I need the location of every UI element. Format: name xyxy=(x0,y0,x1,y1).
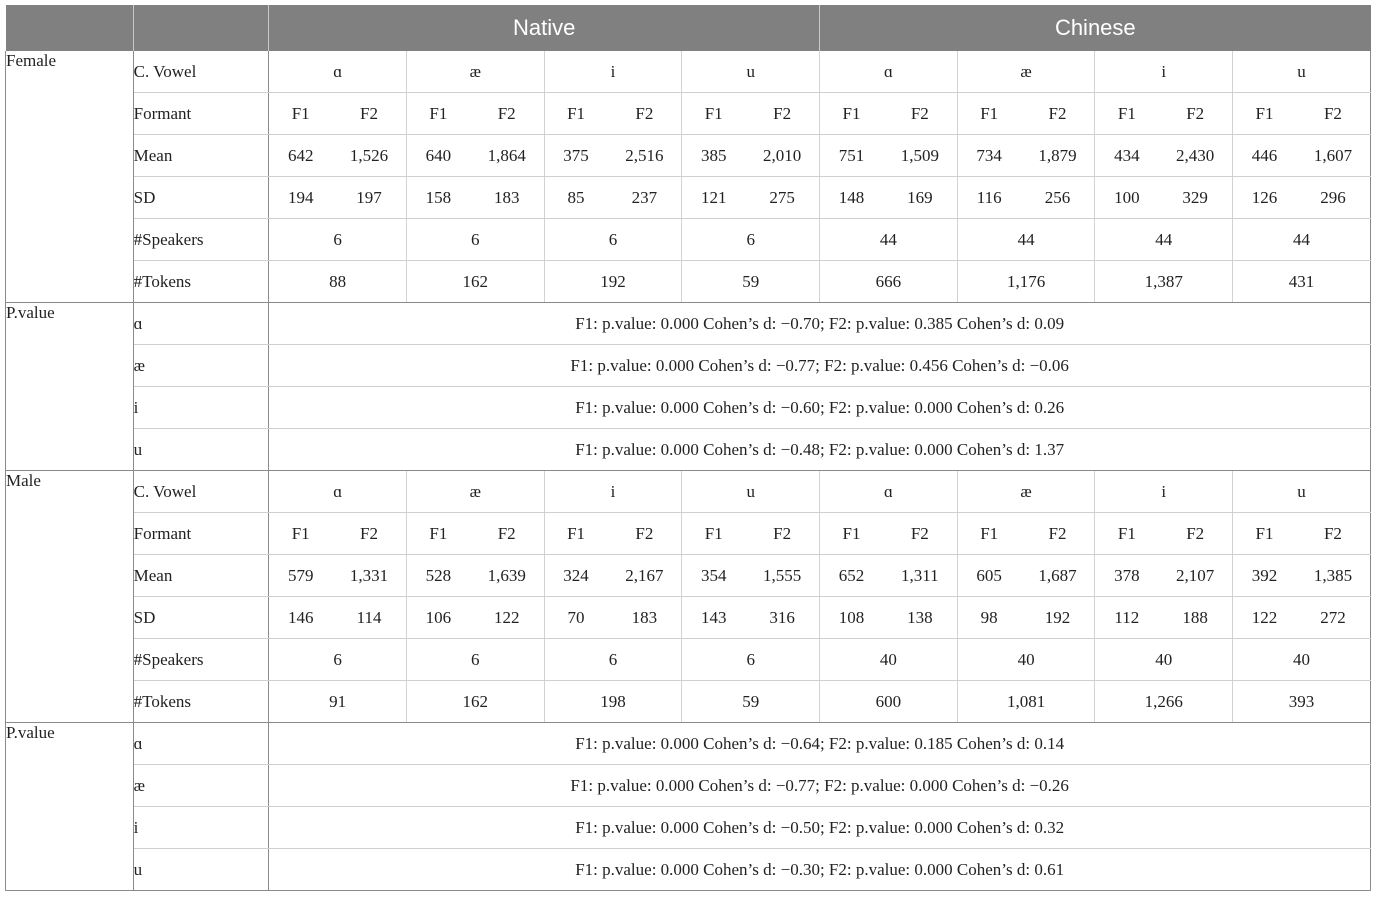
pvalue-vowel: i xyxy=(133,387,269,429)
table-row xyxy=(6,261,1371,303)
pvalue-stats: F1: p.value: 0.000 Cohen’s d: −0.64; F2: p.value: 0.185 Cohen’s d: 0.14 xyxy=(269,723,1371,765)
chinese-vowel-cell: i xyxy=(1095,51,1233,93)
chinese-mean-cell: 2,107 xyxy=(1158,555,1232,597)
group-label: Male xyxy=(6,471,134,723)
chinese-sd-cell: 108 xyxy=(820,597,883,639)
native-sd-cell: 183 xyxy=(607,597,681,639)
pvalue-vowel: u xyxy=(133,849,269,891)
native-mean-cell: 375 xyxy=(544,135,607,177)
row-label-sd: SD xyxy=(133,177,269,219)
table-row xyxy=(6,681,1371,723)
native-mean-cell: 2,010 xyxy=(745,135,819,177)
native-tokens-cell: 192 xyxy=(544,261,682,303)
chinese-formant-cell: F1 xyxy=(1095,513,1158,555)
header-corner xyxy=(6,5,134,51)
row-label-speakers: #Speakers xyxy=(133,219,269,261)
pvalue-stats: F1: p.value: 0.000 Cohen’s d: −0.77; F2: p.value: 0.456 Cohen’s d: −0.06 xyxy=(269,345,1371,387)
native-tokens-cell: 59 xyxy=(682,681,820,723)
native-formant-cell: F2 xyxy=(607,93,681,135)
chinese-mean-cell: 1,879 xyxy=(1021,135,1095,177)
chinese-sd-cell: 272 xyxy=(1296,597,1371,639)
row-label-formant: Formant xyxy=(133,93,269,135)
chinese-formant-cell: F2 xyxy=(883,93,957,135)
native-sd-cell: 85 xyxy=(544,177,607,219)
chinese-mean-cell: 1,311 xyxy=(883,555,957,597)
native-formant-cell: F1 xyxy=(406,513,469,555)
chinese-mean-cell: 652 xyxy=(820,555,883,597)
pvalue-vowel: æ xyxy=(133,345,269,387)
chinese-speakers-cell: 44 xyxy=(1233,219,1371,261)
native-mean-cell: 528 xyxy=(406,555,469,597)
chinese-speakers-cell: 40 xyxy=(1233,639,1371,681)
native-formant-cell: F1 xyxy=(544,93,607,135)
native-mean-cell: 2,516 xyxy=(607,135,681,177)
native-mean-cell: 354 xyxy=(682,555,745,597)
pvalue-stats: F1: p.value: 0.000 Cohen’s d: −0.50; F2: p.value: 0.000 Cohen’s d: 0.32 xyxy=(269,807,1371,849)
chinese-formant-cell: F1 xyxy=(820,513,883,555)
native-sd-cell: 106 xyxy=(406,597,469,639)
chinese-formant-cell: F2 xyxy=(1296,93,1371,135)
chinese-formant-cell: F2 xyxy=(1021,513,1095,555)
chinese-vowel-cell: æ xyxy=(957,471,1095,513)
native-sd-cell: 146 xyxy=(269,597,332,639)
native-vowel-cell: æ xyxy=(406,51,544,93)
chinese-formant-cell: F2 xyxy=(883,513,957,555)
table-row xyxy=(6,555,1371,597)
row-label-formant: Formant xyxy=(133,513,269,555)
native-speakers-cell: 6 xyxy=(269,219,407,261)
native-sd-cell: 194 xyxy=(269,177,332,219)
chinese-sd-cell: 100 xyxy=(1095,177,1158,219)
chinese-tokens-cell: 666 xyxy=(820,261,958,303)
native-formant-cell: F1 xyxy=(682,513,745,555)
chinese-sd-cell: 188 xyxy=(1158,597,1232,639)
native-formant-cell: F1 xyxy=(269,513,332,555)
chinese-sd-cell: 116 xyxy=(957,177,1020,219)
chinese-mean-cell: 434 xyxy=(1095,135,1158,177)
chinese-mean-cell: 605 xyxy=(957,555,1020,597)
pvalue-label: P.value xyxy=(6,723,134,891)
chinese-vowel-cell: u xyxy=(1233,51,1371,93)
header-blank xyxy=(133,5,269,51)
table-row xyxy=(6,345,1371,387)
chinese-sd-cell: 122 xyxy=(1233,597,1296,639)
vowel-formant-table xyxy=(5,5,1371,891)
native-mean-cell: 1,864 xyxy=(470,135,544,177)
row-label-tokens: #Tokens xyxy=(133,261,269,303)
native-tokens-cell: 91 xyxy=(269,681,407,723)
chinese-mean-cell: 392 xyxy=(1233,555,1296,597)
table-row xyxy=(6,303,1371,345)
chinese-sd-cell: 192 xyxy=(1021,597,1095,639)
row-label-sd: SD xyxy=(133,597,269,639)
chinese-speakers-cell: 44 xyxy=(1095,219,1233,261)
header-row xyxy=(6,5,1371,51)
native-vowel-cell: i xyxy=(544,51,682,93)
native-sd-cell: 70 xyxy=(544,597,607,639)
native-tokens-cell: 88 xyxy=(269,261,407,303)
native-vowel-cell: u xyxy=(682,51,820,93)
table-row xyxy=(6,219,1371,261)
native-tokens-cell: 162 xyxy=(406,261,544,303)
pvalue-label: P.value xyxy=(6,303,134,471)
chinese-speakers-cell: 44 xyxy=(957,219,1095,261)
native-mean-cell: 1,555 xyxy=(745,555,819,597)
native-sd-cell: 114 xyxy=(332,597,406,639)
chinese-formant-cell: F1 xyxy=(957,513,1020,555)
native-sd-cell: 316 xyxy=(745,597,819,639)
table-row xyxy=(6,639,1371,681)
chinese-mean-cell: 1,607 xyxy=(1296,135,1371,177)
chinese-sd-cell: 148 xyxy=(820,177,883,219)
chinese-tokens-cell: 1,387 xyxy=(1095,261,1233,303)
chinese-mean-cell: 1,687 xyxy=(1021,555,1095,597)
native-tokens-cell: 59 xyxy=(682,261,820,303)
native-tokens-cell: 162 xyxy=(406,681,544,723)
chinese-sd-cell: 296 xyxy=(1296,177,1371,219)
table-row xyxy=(6,177,1371,219)
header-chinese: Chinese xyxy=(820,5,1371,51)
pvalue-stats: F1: p.value: 0.000 Cohen’s d: −0.60; F2: p.value: 0.000 Cohen’s d: 0.26 xyxy=(269,387,1371,429)
chinese-sd-cell: 138 xyxy=(883,597,957,639)
chinese-tokens-cell: 431 xyxy=(1233,261,1371,303)
native-mean-cell: 1,526 xyxy=(332,135,406,177)
chinese-formant-cell: F2 xyxy=(1158,513,1232,555)
chinese-formant-cell: F2 xyxy=(1021,93,1095,135)
table-body xyxy=(6,51,1371,891)
native-formant-cell: F2 xyxy=(332,93,406,135)
pvalue-vowel: æ xyxy=(133,765,269,807)
chinese-formant-cell: F1 xyxy=(957,93,1020,135)
chinese-sd-cell: 112 xyxy=(1095,597,1158,639)
chinese-formant-cell: F1 xyxy=(820,93,883,135)
pvalue-stats: F1: p.value: 0.000 Cohen’s d: −0.48; F2: p.value: 0.000 Cohen’s d: 1.37 xyxy=(269,429,1371,471)
native-formant-cell: F1 xyxy=(544,513,607,555)
native-speakers-cell: 6 xyxy=(406,639,544,681)
native-sd-cell: 183 xyxy=(470,177,544,219)
table-row xyxy=(6,471,1371,513)
table-row xyxy=(6,807,1371,849)
native-formant-cell: F2 xyxy=(607,513,681,555)
chinese-vowel-cell: i xyxy=(1095,471,1233,513)
row-label-mean: Mean xyxy=(133,135,269,177)
chinese-vowel-cell: u xyxy=(1233,471,1371,513)
chinese-sd-cell: 329 xyxy=(1158,177,1232,219)
chinese-tokens-cell: 1,081 xyxy=(957,681,1095,723)
pvalue-vowel: ɑ xyxy=(133,303,269,345)
table-row xyxy=(6,93,1371,135)
native-mean-cell: 579 xyxy=(269,555,332,597)
chinese-tokens-cell: 1,266 xyxy=(1095,681,1233,723)
pvalue-stats: F1: p.value: 0.000 Cohen’s d: −0.77; F2: p.value: 0.000 Cohen’s d: −0.26 xyxy=(269,765,1371,807)
native-mean-cell: 1,639 xyxy=(470,555,544,597)
native-mean-cell: 1,331 xyxy=(332,555,406,597)
native-mean-cell: 640 xyxy=(406,135,469,177)
chinese-vowel-cell: ɑ xyxy=(820,51,958,93)
chinese-formant-cell: F1 xyxy=(1233,93,1296,135)
row-label-vowel: C. Vowel xyxy=(133,471,269,513)
table-row xyxy=(6,597,1371,639)
chinese-sd-cell: 169 xyxy=(883,177,957,219)
group-label: Female xyxy=(6,51,134,303)
chinese-mean-cell: 1,509 xyxy=(883,135,957,177)
chinese-speakers-cell: 40 xyxy=(820,639,958,681)
pvalue-vowel: u xyxy=(133,429,269,471)
native-speakers-cell: 6 xyxy=(406,219,544,261)
chinese-tokens-cell: 393 xyxy=(1233,681,1371,723)
chinese-speakers-cell: 40 xyxy=(1095,639,1233,681)
header-native: Native xyxy=(269,5,820,51)
native-mean-cell: 642 xyxy=(269,135,332,177)
native-mean-cell: 2,167 xyxy=(607,555,681,597)
native-sd-cell: 143 xyxy=(682,597,745,639)
row-label-tokens: #Tokens xyxy=(133,681,269,723)
chinese-vowel-cell: æ xyxy=(957,51,1095,93)
native-sd-cell: 158 xyxy=(406,177,469,219)
chinese-speakers-cell: 44 xyxy=(820,219,958,261)
chinese-sd-cell: 98 xyxy=(957,597,1020,639)
chinese-tokens-cell: 1,176 xyxy=(957,261,1095,303)
chinese-tokens-cell: 600 xyxy=(820,681,958,723)
pvalue-stats: F1: p.value: 0.000 Cohen’s d: −0.30; F2: p.value: 0.000 Cohen’s d: 0.61 xyxy=(269,849,1371,891)
pvalue-stats: F1: p.value: 0.000 Cohen’s d: −0.70; F2: p.value: 0.385 Cohen’s d: 0.09 xyxy=(269,303,1371,345)
chinese-formant-cell: F2 xyxy=(1158,93,1232,135)
native-vowel-cell: ɑ xyxy=(269,51,407,93)
native-formant-cell: F2 xyxy=(745,513,819,555)
native-sd-cell: 237 xyxy=(607,177,681,219)
chinese-mean-cell: 734 xyxy=(957,135,1020,177)
table-row xyxy=(6,849,1371,891)
table-row xyxy=(6,51,1371,93)
native-formant-cell: F1 xyxy=(406,93,469,135)
pvalue-vowel: ɑ xyxy=(133,723,269,765)
native-vowel-cell: u xyxy=(682,471,820,513)
native-speakers-cell: 6 xyxy=(544,219,682,261)
chinese-speakers-cell: 40 xyxy=(957,639,1095,681)
native-sd-cell: 275 xyxy=(745,177,819,219)
table-row xyxy=(6,135,1371,177)
chinese-mean-cell: 2,430 xyxy=(1158,135,1232,177)
chinese-sd-cell: 256 xyxy=(1021,177,1095,219)
chinese-mean-cell: 1,385 xyxy=(1296,555,1371,597)
native-speakers-cell: 6 xyxy=(544,639,682,681)
native-sd-cell: 197 xyxy=(332,177,406,219)
chinese-formant-cell: F2 xyxy=(1296,513,1371,555)
row-label-speakers: #Speakers xyxy=(133,639,269,681)
table-row xyxy=(6,723,1371,765)
chinese-formant-cell: F1 xyxy=(1233,513,1296,555)
table-row xyxy=(6,765,1371,807)
native-tokens-cell: 198 xyxy=(544,681,682,723)
native-vowel-cell: i xyxy=(544,471,682,513)
native-mean-cell: 324 xyxy=(544,555,607,597)
native-sd-cell: 121 xyxy=(682,177,745,219)
table-row xyxy=(6,513,1371,555)
native-speakers-cell: 6 xyxy=(682,219,820,261)
row-label-vowel: C. Vowel xyxy=(133,51,269,93)
native-speakers-cell: 6 xyxy=(269,639,407,681)
table-row xyxy=(6,387,1371,429)
native-vowel-cell: ɑ xyxy=(269,471,407,513)
row-label-mean: Mean xyxy=(133,555,269,597)
native-formant-cell: F1 xyxy=(269,93,332,135)
native-speakers-cell: 6 xyxy=(682,639,820,681)
native-formant-cell: F1 xyxy=(682,93,745,135)
chinese-mean-cell: 378 xyxy=(1095,555,1158,597)
native-vowel-cell: æ xyxy=(406,471,544,513)
pvalue-vowel: i xyxy=(133,807,269,849)
native-formant-cell: F2 xyxy=(745,93,819,135)
table-row xyxy=(6,429,1371,471)
native-sd-cell: 122 xyxy=(470,597,544,639)
chinese-mean-cell: 751 xyxy=(820,135,883,177)
chinese-mean-cell: 446 xyxy=(1233,135,1296,177)
chinese-formant-cell: F1 xyxy=(1095,93,1158,135)
native-formant-cell: F2 xyxy=(470,513,544,555)
native-formant-cell: F2 xyxy=(470,93,544,135)
native-formant-cell: F2 xyxy=(332,513,406,555)
chinese-sd-cell: 126 xyxy=(1233,177,1296,219)
native-mean-cell: 385 xyxy=(682,135,745,177)
chinese-vowel-cell: ɑ xyxy=(820,471,958,513)
